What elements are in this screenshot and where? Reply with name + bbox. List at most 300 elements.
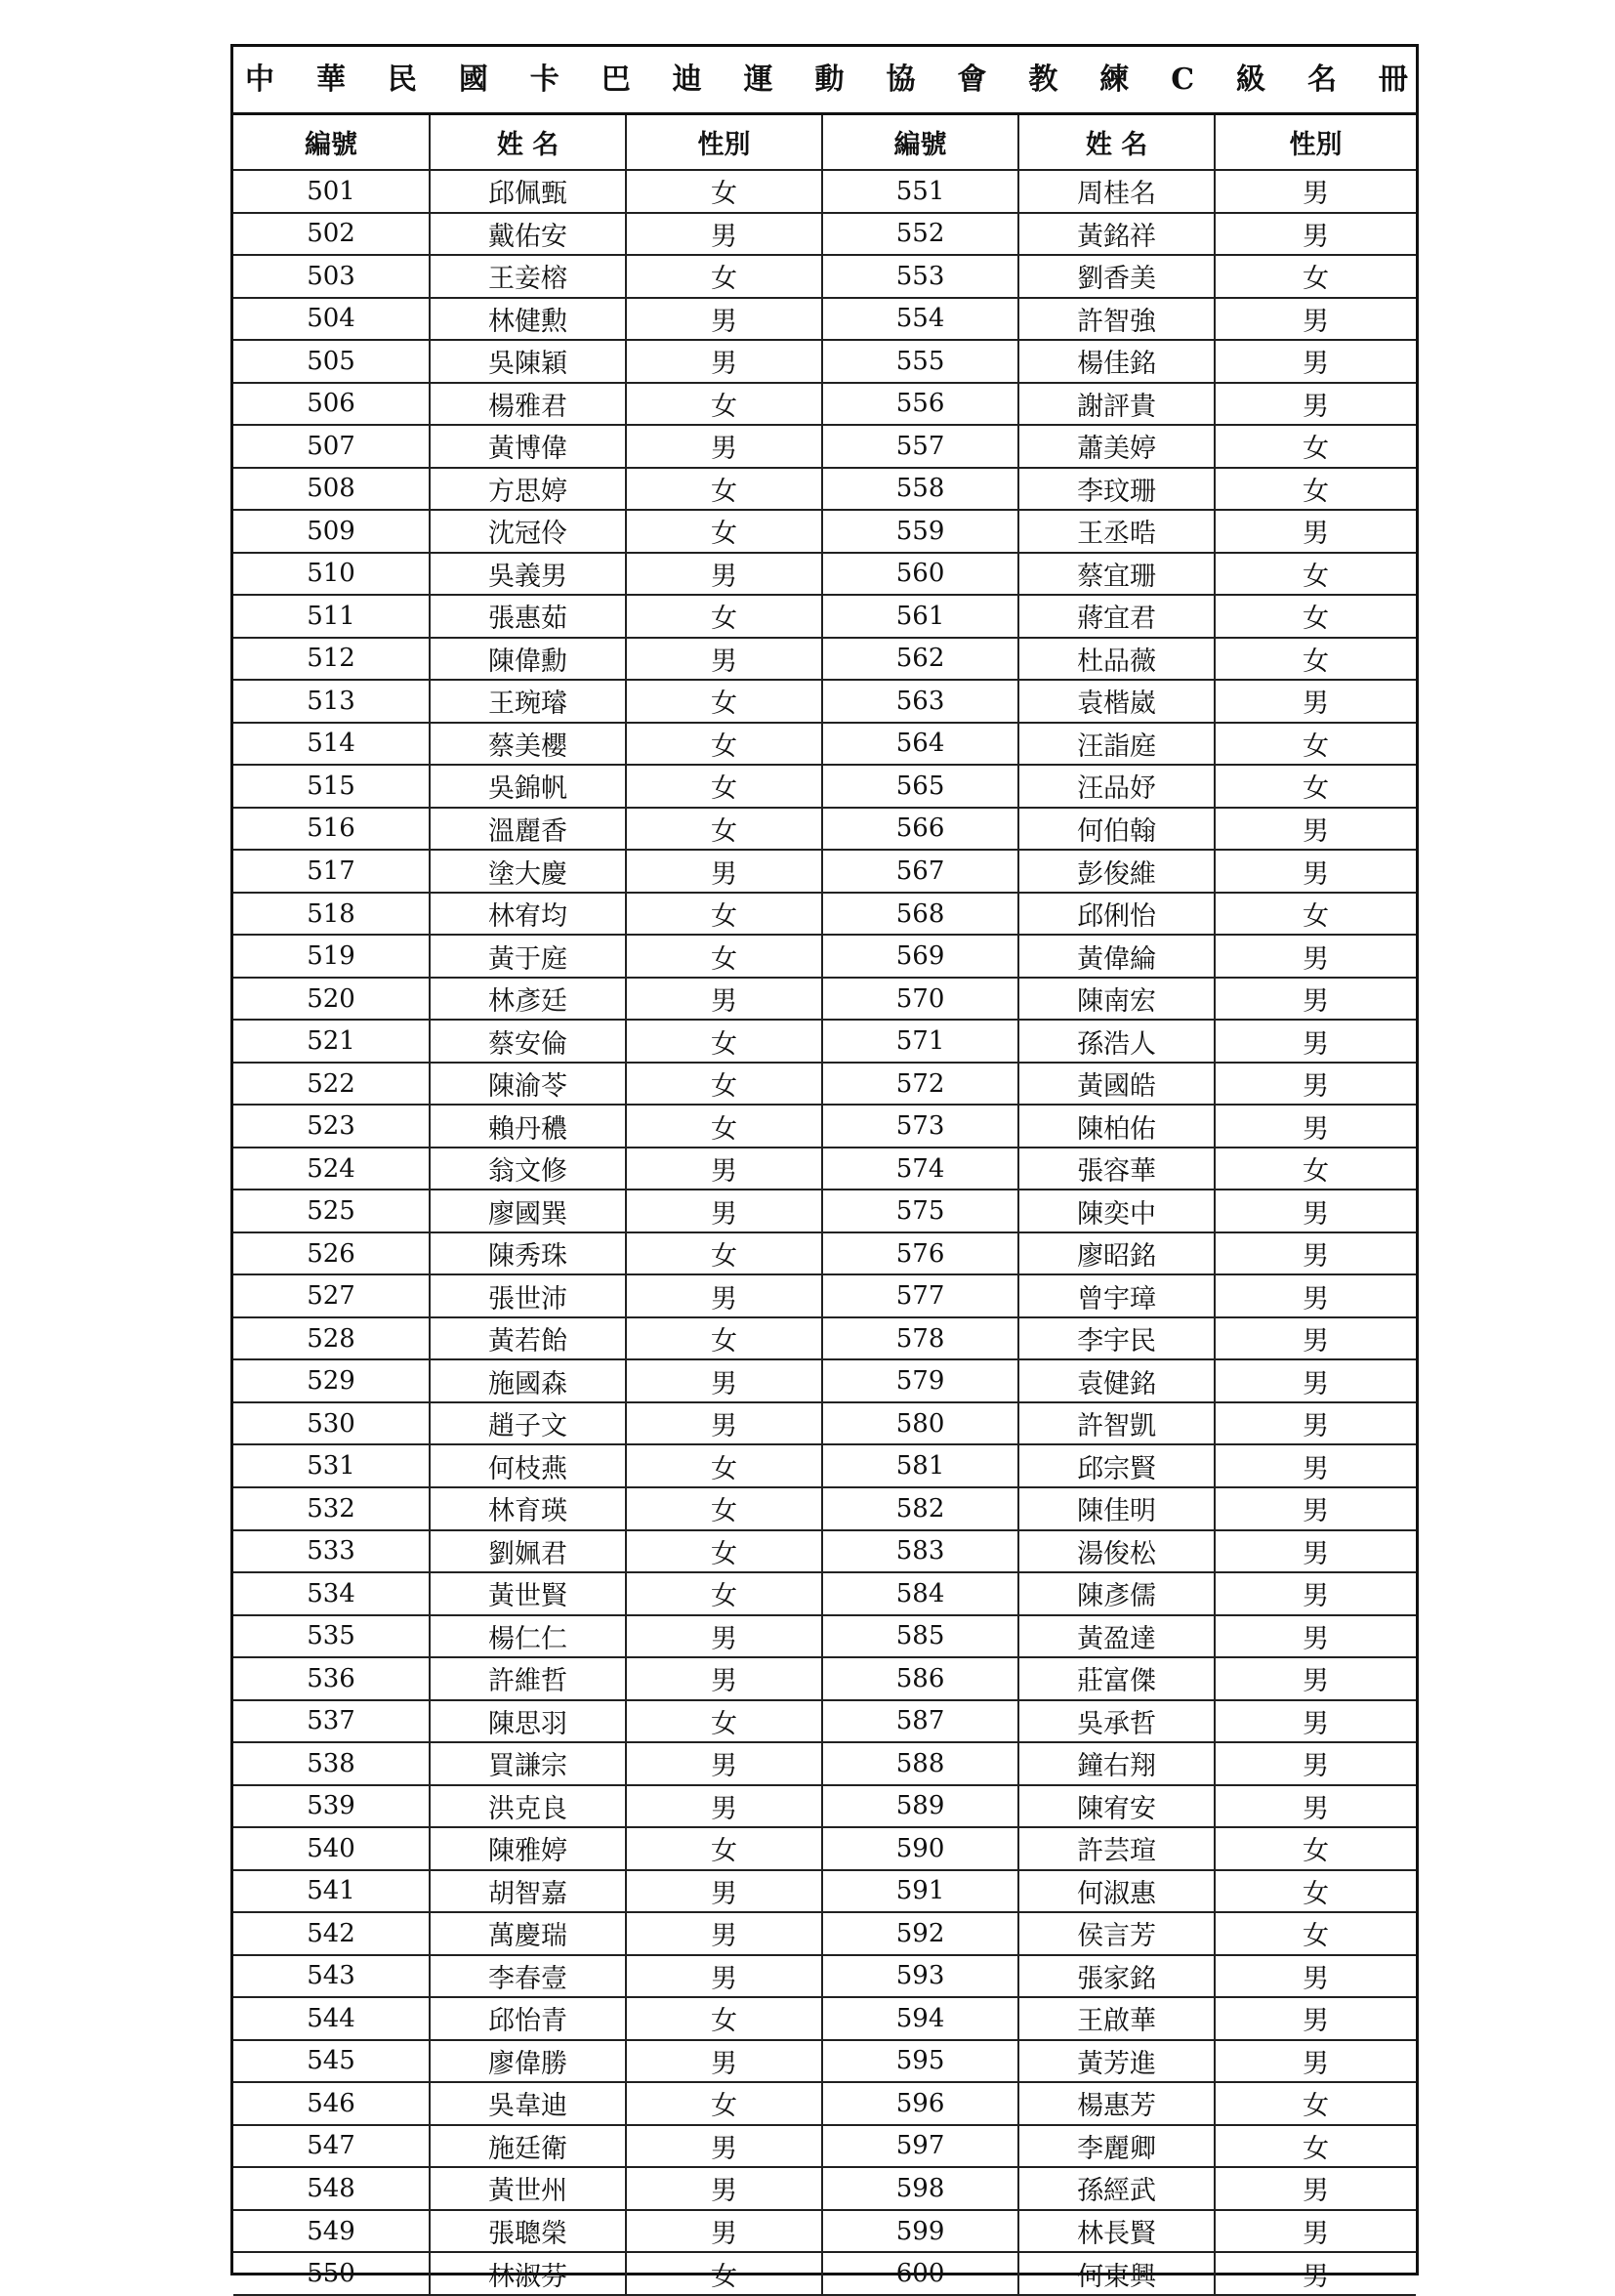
coach-number-right: 591 <box>822 1870 1018 1913</box>
coach-number-left: 548 <box>233 2167 430 2210</box>
coach-number-right: 572 <box>822 1063 1018 1106</box>
coach-sex-right: 男 <box>1215 1785 1416 1828</box>
coach-sex-left: 男 <box>626 1785 822 1828</box>
coach-number-left: 513 <box>233 680 430 723</box>
coach-number-left: 517 <box>233 850 430 893</box>
table-row <box>233 1912 1416 1955</box>
table-row <box>233 1232 1416 1275</box>
coach-number-left: 532 <box>233 1487 430 1530</box>
coach-number-left: 525 <box>233 1190 430 1232</box>
coach-sex-right: 男 <box>1215 1615 1416 1658</box>
coach-name-left: 黃世州 <box>430 2167 626 2210</box>
coach-sex-left: 男 <box>626 1190 822 1232</box>
table-row <box>233 1063 1416 1106</box>
coach-sex-right: 女 <box>1215 723 1416 766</box>
coach-number-left: 534 <box>233 1572 430 1615</box>
coach-sex-left: 男 <box>626 340 822 383</box>
coach-number-left: 510 <box>233 553 430 596</box>
coach-number-right: 598 <box>822 2167 1018 2210</box>
coach-number-right: 568 <box>822 893 1018 936</box>
table-row <box>233 1530 1416 1573</box>
coach-sex-right: 男 <box>1215 1232 1416 1275</box>
title-char: 中 <box>245 62 274 97</box>
coach-sex-right: 男 <box>1215 1700 1416 1743</box>
coach-name-left: 蔡安倫 <box>430 1020 626 1063</box>
table-row <box>233 978 1416 1021</box>
coach-name-right: 陳宥安 <box>1018 1785 1215 1828</box>
coach-name-left: 林彥廷 <box>430 978 626 1021</box>
coach-name-right: 邱宗賢 <box>1018 1444 1215 1487</box>
coach-name-right: 許芸瑄 <box>1018 1827 1215 1870</box>
coach-sex-left: 女 <box>626 170 822 213</box>
coach-sex-right: 女 <box>1215 1827 1416 1870</box>
coach-sex-left: 女 <box>626 468 822 511</box>
coach-number-right: 594 <box>822 1997 1018 2040</box>
coach-number-right: 567 <box>822 850 1018 893</box>
coach-sex-left: 男 <box>626 425 822 468</box>
header-sex-left: 性別 <box>626 115 822 170</box>
table-row <box>233 2125 1416 2168</box>
coach-number-left: 547 <box>233 2125 430 2168</box>
coach-name-right: 侯言芳 <box>1018 1912 1215 1955</box>
coach-number-right: 564 <box>822 723 1018 766</box>
coach-name-right: 曾宇璋 <box>1018 1274 1215 1317</box>
coach-number-right: 597 <box>822 2125 1018 2168</box>
coach-sex-right: 男 <box>1215 298 1416 341</box>
coach-name-right: 林長賢 <box>1018 2210 1215 2253</box>
coach-name-right: 袁楷崴 <box>1018 680 1215 723</box>
coach-number-left: 521 <box>233 1020 430 1063</box>
coach-number-right: 575 <box>822 1190 1018 1232</box>
coach-name-right: 黃盈達 <box>1018 1615 1215 1658</box>
coach-sex-left: 男 <box>626 1402 822 1445</box>
coach-sex-right: 男 <box>1215 2040 1416 2083</box>
table-row <box>233 340 1416 383</box>
table-row <box>233 2167 1416 2210</box>
coach-number-left: 537 <box>233 1700 430 1743</box>
coach-name-right: 蕭美婷 <box>1018 425 1215 468</box>
coach-name-right: 汪詣庭 <box>1018 723 1215 766</box>
coach-sex-left: 男 <box>626 1742 822 1785</box>
coach-sex-right: 男 <box>1215 808 1416 851</box>
coach-number-right: 570 <box>822 978 1018 1021</box>
coach-sex-right: 男 <box>1215 510 1416 553</box>
table-row <box>233 298 1416 341</box>
coach-name-right: 黃銘祥 <box>1018 213 1215 256</box>
coach-number-left: 515 <box>233 765 430 808</box>
coach-number-right: 596 <box>822 2082 1018 2125</box>
coach-sex-left: 男 <box>626 978 822 1021</box>
table-row <box>233 553 1416 596</box>
coach-sex-right: 男 <box>1215 1530 1416 1573</box>
coach-sex-left: 女 <box>626 1063 822 1106</box>
coach-number-right: 583 <box>822 1530 1018 1573</box>
coach-name-left: 吳陳穎 <box>430 340 626 383</box>
coach-number-right: 557 <box>822 425 1018 468</box>
coach-sex-left: 男 <box>626 298 822 341</box>
coach-sex-left: 男 <box>626 2040 822 2083</box>
coach-number-right: 582 <box>822 1487 1018 1530</box>
coach-number-right: 560 <box>822 553 1018 596</box>
header-number-right: 編號 <box>822 115 1018 170</box>
coach-number-right: 599 <box>822 2210 1018 2253</box>
coach-name-right: 謝評貴 <box>1018 383 1215 426</box>
coach-name-right: 李麗卿 <box>1018 2125 1215 2168</box>
coach-name-right: 何東興 <box>1018 2252 1215 2295</box>
coach-sex-left: 女 <box>626 1444 822 1487</box>
table-row <box>233 1317 1416 1360</box>
coach-number-left: 514 <box>233 723 430 766</box>
coach-name-right: 孫經武 <box>1018 2167 1215 2210</box>
coach-sex-right: 男 <box>1215 213 1416 256</box>
coach-name-left: 廖偉勝 <box>430 2040 626 2083</box>
header-row <box>233 115 1416 170</box>
coach-name-right: 何伯翰 <box>1018 808 1215 851</box>
header-sex-right: 性別 <box>1215 115 1416 170</box>
coach-name-right: 何淑惠 <box>1018 1870 1215 1913</box>
table-row <box>233 850 1416 893</box>
coach-number-right: 565 <box>822 765 1018 808</box>
coach-number-right: 590 <box>822 1827 1018 1870</box>
table-row <box>233 1955 1416 1998</box>
coach-number-right: 585 <box>822 1615 1018 1658</box>
coach-name-right: 杜品薇 <box>1018 638 1215 681</box>
coach-sex-right: 男 <box>1215 1359 1416 1402</box>
coach-number-left: 546 <box>233 2082 430 2125</box>
coach-name-right: 鐘右翔 <box>1018 1742 1215 1785</box>
table-row <box>233 935 1416 978</box>
coach-sex-left: 女 <box>626 1572 822 1615</box>
coach-sex-right: 女 <box>1215 765 1416 808</box>
coach-number-right: 571 <box>822 1020 1018 1063</box>
coach-name-right: 袁健銘 <box>1018 1359 1215 1402</box>
coach-sex-left: 男 <box>626 1912 822 1955</box>
coach-number-left: 542 <box>233 1912 430 1955</box>
coach-name-left: 楊仁仁 <box>430 1615 626 1658</box>
coach-sex-right: 男 <box>1215 1317 1416 1360</box>
coach-name-right: 李玟珊 <box>1018 468 1215 511</box>
coach-sex-left: 男 <box>626 638 822 681</box>
title-char: 名 <box>1306 62 1337 97</box>
document-title <box>233 47 1416 115</box>
table-row <box>233 1657 1416 1700</box>
coach-name-right: 陳柏佑 <box>1018 1105 1215 1148</box>
title-char: 華 <box>315 62 346 97</box>
coach-sex-left: 女 <box>626 808 822 851</box>
coach-sex-left: 女 <box>626 1827 822 1870</box>
coach-sex-right: 女 <box>1215 1148 1416 1190</box>
coach-name-left: 張聰榮 <box>430 2210 626 2253</box>
coach-name-left: 溫麗香 <box>430 808 626 851</box>
coach-name-left: 施廷衛 <box>430 2125 626 2168</box>
coach-name-right: 莊富傑 <box>1018 1657 1215 1700</box>
coach-number-left: 524 <box>233 1148 430 1190</box>
table-row <box>233 1274 1416 1317</box>
coach-sex-left: 女 <box>626 723 822 766</box>
coach-name-left: 陳雅婷 <box>430 1827 626 1870</box>
coach-sex-right: 男 <box>1215 1020 1416 1063</box>
table-row <box>233 723 1416 766</box>
title-char: 迪 <box>672 62 702 97</box>
coach-number-left: 550 <box>233 2252 430 2295</box>
coach-number-left: 519 <box>233 935 430 978</box>
table-row <box>233 1870 1416 1913</box>
coach-number-left: 509 <box>233 510 430 553</box>
coach-name-right: 黃芳進 <box>1018 2040 1215 2083</box>
coach-name-right: 陳佳明 <box>1018 1487 1215 1530</box>
coach-sex-right: 男 <box>1215 1063 1416 1106</box>
coach-number-left: 512 <box>233 638 430 681</box>
coach-name-right: 汪品妤 <box>1018 765 1215 808</box>
coach-sex-left: 男 <box>626 213 822 256</box>
table-row <box>233 213 1416 256</box>
coach-number-left: 511 <box>233 595 430 638</box>
coach-name-right: 楊佳銘 <box>1018 340 1215 383</box>
coach-name-left: 黃博偉 <box>430 425 626 468</box>
coach-name-left: 楊雅君 <box>430 383 626 426</box>
table-row <box>233 1572 1416 1615</box>
coach-number-left: 518 <box>233 893 430 936</box>
table-row <box>233 468 1416 511</box>
table-row <box>233 1359 1416 1402</box>
coach-name-right: 李宇民 <box>1018 1317 1215 1360</box>
coach-sex-left: 女 <box>626 383 822 426</box>
coach-number-left: 535 <box>233 1615 430 1658</box>
coach-number-left: 523 <box>233 1105 430 1148</box>
coach-sex-right: 男 <box>1215 2167 1416 2210</box>
coach-name-right: 張家銘 <box>1018 1955 1215 1998</box>
table-row <box>233 2040 1416 2083</box>
coach-sex-left: 男 <box>626 1955 822 1998</box>
header-name-left: 姓 名 <box>430 115 626 170</box>
coach-number-left: 522 <box>233 1063 430 1106</box>
coach-name-left: 陳偉勳 <box>430 638 626 681</box>
coach-name-right: 許智強 <box>1018 298 1215 341</box>
coach-sex-left: 女 <box>626 2082 822 2125</box>
table-row <box>233 893 1416 936</box>
title-char: 動 <box>814 62 845 97</box>
coach-number-right: 569 <box>822 935 1018 978</box>
coach-number-left: 531 <box>233 1444 430 1487</box>
coach-name-right: 廖昭銘 <box>1018 1232 1215 1275</box>
coach-sex-left: 男 <box>626 2125 822 2168</box>
title-char: 教 <box>1028 62 1058 97</box>
header-name-right: 姓 名 <box>1018 115 1215 170</box>
coach-name-left: 廖國巽 <box>430 1190 626 1232</box>
coach-name-left: 陳秀珠 <box>430 1232 626 1275</box>
coach-number-left: 505 <box>233 340 430 383</box>
coach-sex-right: 男 <box>1215 170 1416 213</box>
coach-number-left: 529 <box>233 1359 430 1402</box>
coach-sex-right: 男 <box>1215 383 1416 426</box>
coach-number-left: 508 <box>233 468 430 511</box>
coach-name-left: 戴佑安 <box>430 213 626 256</box>
coach-sex-left: 女 <box>626 893 822 936</box>
coach-sex-right: 男 <box>1215 935 1416 978</box>
coach-sex-left: 男 <box>626 2210 822 2253</box>
coach-number-right: 584 <box>822 1572 1018 1615</box>
coach-name-left: 張世沛 <box>430 1274 626 1317</box>
coach-name-left: 洪克良 <box>430 1785 626 1828</box>
coach-number-left: 543 <box>233 1955 430 1998</box>
coach-sex-left: 女 <box>626 2252 822 2295</box>
coach-name-left: 方思婷 <box>430 468 626 511</box>
coach-name-left: 黃若飴 <box>430 1317 626 1360</box>
coach-sex-left: 女 <box>626 255 822 298</box>
coach-number-left: 539 <box>233 1785 430 1828</box>
coach-name-left: 賴丹穠 <box>430 1105 626 1148</box>
coach-sex-right: 男 <box>1215 978 1416 1021</box>
title-char: 運 <box>743 62 773 97</box>
coach-name-left: 買謙宗 <box>430 1742 626 1785</box>
coach-number-right: 579 <box>822 1359 1018 1402</box>
coach-sex-left: 女 <box>626 595 822 638</box>
coach-name-right: 陳南宏 <box>1018 978 1215 1021</box>
title-char: 冊 <box>1378 62 1408 97</box>
coach-name-left: 林宥均 <box>430 893 626 936</box>
coach-number-right: 588 <box>822 1742 1018 1785</box>
coach-name-left: 沈冠伶 <box>430 510 626 553</box>
coach-number-left: 549 <box>233 2210 430 2253</box>
title-char: 會 <box>957 62 987 97</box>
coach-sex-right: 男 <box>1215 1955 1416 1998</box>
table-row <box>233 808 1416 851</box>
coach-number-right: 577 <box>822 1274 1018 1317</box>
roster-body <box>233 170 1416 2295</box>
coach-number-left: 533 <box>233 1530 430 1573</box>
coach-number-left: 527 <box>233 1274 430 1317</box>
coach-sex-right: 女 <box>1215 255 1416 298</box>
coach-name-left: 蔡美櫻 <box>430 723 626 766</box>
coach-number-left: 544 <box>233 1997 430 2040</box>
table-row <box>233 1105 1416 1148</box>
coach-sex-left: 男 <box>626 1870 822 1913</box>
coach-sex-left: 男 <box>626 1274 822 1317</box>
coach-name-left: 邱怡青 <box>430 1997 626 2040</box>
coach-number-left: 503 <box>233 255 430 298</box>
table-row <box>233 383 1416 426</box>
coach-name-left: 林育瑛 <box>430 1487 626 1530</box>
roster-sheet <box>230 44 1419 2292</box>
coach-number-left: 504 <box>233 298 430 341</box>
coach-name-right: 陳奕中 <box>1018 1190 1215 1232</box>
coach-number-left: 516 <box>233 808 430 851</box>
coach-number-left: 536 <box>233 1657 430 1700</box>
coach-name-left: 萬慶瑞 <box>430 1912 626 1955</box>
coach-number-right: 561 <box>822 595 1018 638</box>
coach-name-left: 趙子文 <box>430 1402 626 1445</box>
coach-number-left: 506 <box>233 383 430 426</box>
coach-number-right: 593 <box>822 1955 1018 1998</box>
title-char: 國 <box>458 62 488 97</box>
table-row <box>233 765 1416 808</box>
coach-sex-right: 女 <box>1215 468 1416 511</box>
coach-name-left: 李春壹 <box>430 1955 626 1998</box>
coach-sex-right: 女 <box>1215 638 1416 681</box>
coach-sex-left: 女 <box>626 1232 822 1275</box>
coach-name-left: 林健勲 <box>430 298 626 341</box>
coach-name-left: 邱佩甄 <box>430 170 626 213</box>
coach-name-left: 施國森 <box>430 1359 626 1402</box>
coach-sex-right: 女 <box>1215 1870 1416 1913</box>
coach-sex-right: 男 <box>1215 1444 1416 1487</box>
table-row <box>233 255 1416 298</box>
table-row <box>233 2082 1416 2125</box>
table-row <box>233 2252 1416 2295</box>
title-char: 巴 <box>600 62 631 97</box>
coach-sex-right: 男 <box>1215 1487 1416 1530</box>
coach-name-left: 劉姵君 <box>430 1530 626 1573</box>
coach-number-left: 545 <box>233 2040 430 2083</box>
table-row <box>233 1742 1416 1785</box>
coach-number-right: 554 <box>822 298 1018 341</box>
title-char: C <box>1171 62 1195 97</box>
coach-name-left: 何枝燕 <box>430 1444 626 1487</box>
coach-sex-right: 女 <box>1215 2125 1416 2168</box>
coach-name-left: 胡智嘉 <box>430 1870 626 1913</box>
coach-sex-left: 男 <box>626 1148 822 1190</box>
coach-name-right: 黃國皓 <box>1018 1063 1215 1106</box>
coach-name-right: 黃偉綸 <box>1018 935 1215 978</box>
coach-sex-right: 男 <box>1215 1105 1416 1148</box>
coach-name-left: 吳義男 <box>430 553 626 596</box>
coach-number-right: 562 <box>822 638 1018 681</box>
header-number-left: 編號 <box>233 115 430 170</box>
coach-name-right: 蔡宜珊 <box>1018 553 1215 596</box>
coach-name-left: 黃世賢 <box>430 1572 626 1615</box>
coach-sex-right: 男 <box>1215 1274 1416 1317</box>
table-row <box>233 1020 1416 1063</box>
coach-sex-left: 男 <box>626 1615 822 1658</box>
coach-sex-left: 女 <box>626 1317 822 1360</box>
table-row <box>233 1190 1416 1232</box>
coach-number-left: 528 <box>233 1317 430 1360</box>
coach-sex-right: 女 <box>1215 595 1416 638</box>
coach-number-right: 574 <box>822 1148 1018 1190</box>
table-row <box>233 425 1416 468</box>
table-row <box>233 1444 1416 1487</box>
title-char: 級 <box>1236 62 1266 97</box>
table-row <box>233 1785 1416 1828</box>
coach-number-right: 587 <box>822 1700 1018 1743</box>
coach-name-left: 吳錦帆 <box>430 765 626 808</box>
coach-name-right: 彭俊維 <box>1018 850 1215 893</box>
coach-sex-left: 女 <box>626 1700 822 1743</box>
coach-name-right: 王啟華 <box>1018 1997 1215 2040</box>
table-row <box>233 1827 1416 1870</box>
coach-name-left: 吳韋迪 <box>430 2082 626 2125</box>
coach-number-right: 580 <box>822 1402 1018 1445</box>
coach-number-left: 526 <box>233 1232 430 1275</box>
coach-number-right: 555 <box>822 340 1018 383</box>
coach-number-right: 592 <box>822 1912 1018 1955</box>
coach-number-left: 520 <box>233 978 430 1021</box>
coach-number-right: 578 <box>822 1317 1018 1360</box>
roster-table <box>233 115 1416 2296</box>
coach-name-left: 王琬璿 <box>430 680 626 723</box>
table-row <box>233 2210 1416 2253</box>
coach-sex-right: 男 <box>1215 1997 1416 2040</box>
coach-sex-right: 男 <box>1215 680 1416 723</box>
coach-sex-right: 男 <box>1215 850 1416 893</box>
coach-sex-left: 男 <box>626 1657 822 1700</box>
coach-sex-left: 男 <box>626 553 822 596</box>
coach-number-right: 576 <box>822 1232 1018 1275</box>
coach-name-right: 許智凱 <box>1018 1402 1215 1445</box>
coach-sex-right: 男 <box>1215 1742 1416 1785</box>
coach-sex-left: 男 <box>626 1359 822 1402</box>
title-char: 卡 <box>529 62 559 97</box>
